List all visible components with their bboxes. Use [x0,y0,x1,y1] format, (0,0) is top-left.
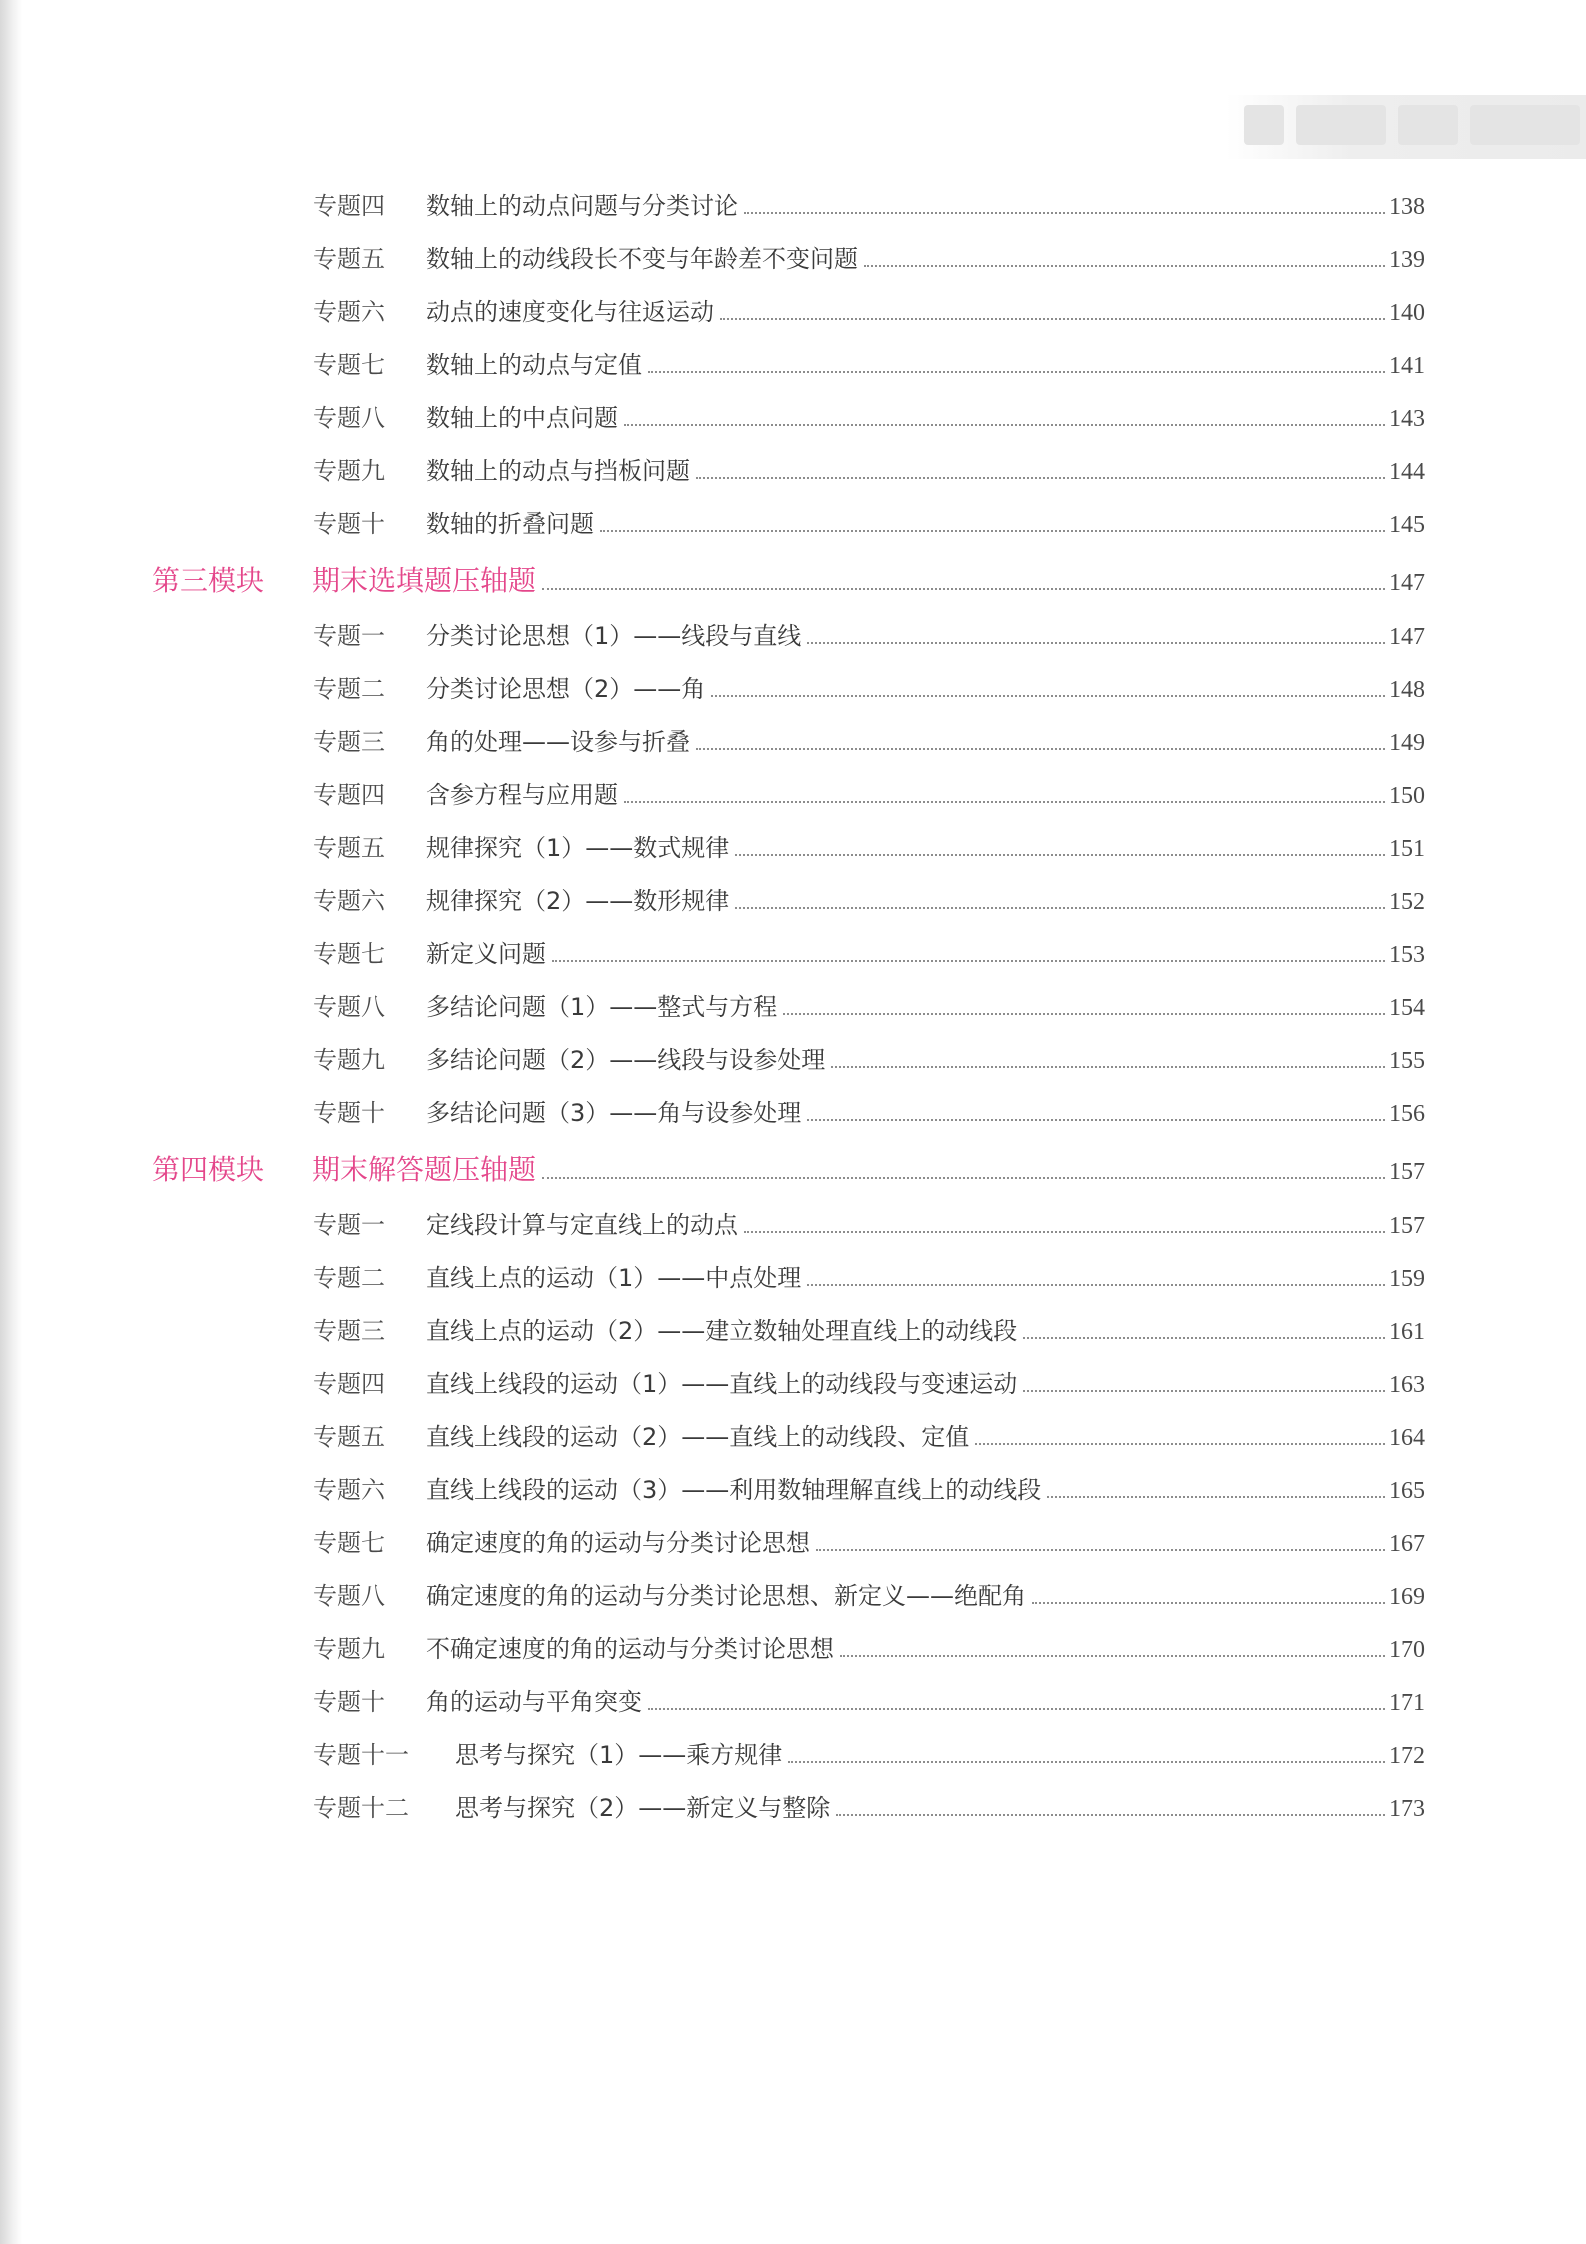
toc-entry[interactable] [313,1417,1425,1452]
toc-entry-label: 专题十一 [313,1741,409,1769]
toc-entry-page: 167 [1389,1531,1425,1557]
toc-entry-label: 专题一 [313,622,385,650]
module-label: 第四模块 [152,1153,265,1186]
toc-entry-title: 思考与探究（2）——新定义与整除 [455,1794,831,1822]
toc-entry-label: 专题十 [313,510,385,538]
toc-entry[interactable] [313,775,1425,810]
toc-entry-title: 多结论问题（3）——角与设参处理 [426,1099,802,1127]
toc-entry-page: 155 [1389,1048,1425,1074]
toc-entry[interactable] [313,1735,1425,1770]
toc-entry-title: 角的处理——设参与折叠 [426,728,690,756]
toc-entry-label: 专题九 [313,457,385,485]
toc-entry-label: 专题四 [313,1370,385,1398]
toc-entry-label: 专题八 [313,404,385,432]
dot-leader [1032,1601,1385,1604]
dot-leader [783,1012,1385,1015]
toc-entry[interactable] [313,1470,1425,1505]
dot-leader [624,800,1385,803]
toc-entry[interactable] [313,398,1425,433]
dot-leader [1047,1495,1385,1498]
toc-entry-page: 169 [1389,1584,1425,1610]
toc-entry[interactable] [313,1682,1425,1717]
toc-entry-page: 157 [1389,1213,1425,1239]
toc-entry-label: 专题七 [313,940,385,968]
toc-entry[interactable] [313,1364,1425,1399]
dot-leader [864,264,1385,267]
toc-entry-page: 154 [1389,995,1425,1021]
toc-entry-label: 专题九 [313,1046,385,1074]
toc-entry-label: 专题十二 [313,1794,409,1822]
module-page: 157 [1389,1159,1425,1185]
dot-leader [542,1176,1385,1179]
dot-leader [720,317,1385,320]
toc-entry-label: 专题七 [313,351,385,379]
toc-entry[interactable] [313,239,1425,274]
toc-entry-page: 153 [1389,942,1425,968]
toc-entry-label: 专题五 [313,245,385,273]
toc-entry-label: 专题三 [313,728,385,756]
toc-entry-title: 直线上点的运动（1）——中点处理 [426,1264,802,1292]
toc-entry[interactable] [313,1629,1425,1664]
toc-entry-label: 专题六 [313,887,385,915]
toc-entry[interactable] [313,1788,1425,1823]
toc-entry-page: 156 [1389,1101,1425,1127]
toc-entry-title: 分类讨论思想（1）——线段与直线 [426,622,802,650]
toc-entry[interactable] [313,616,1425,651]
toc-entry[interactable] [313,669,1425,704]
toc-entry-title: 确定速度的角的运动与分类讨论思想、新定义——绝配角 [426,1582,1026,1610]
toc-entry-title: 直线上线段的运动（1）——直线上的动线段与变速运动 [426,1370,1018,1398]
toc-entry[interactable] [313,828,1425,863]
toc-entry-label: 专题四 [313,192,385,220]
toc-entry-title: 确定速度的角的运动与分类讨论思想 [426,1529,810,1557]
dot-leader [807,641,1385,644]
toc-entry-label: 专题三 [313,1317,385,1345]
toc-entry[interactable] [313,451,1425,486]
toc-entry-title: 思考与探究（1）——乘方规律 [455,1741,783,1769]
toc-entry-title: 数轴上的动点与挡板问题 [426,457,690,485]
toc-entry-page: 145 [1389,512,1425,538]
toc-entry-page: 150 [1389,783,1425,809]
dot-leader [816,1548,1385,1551]
toc-entry-title: 数轴上的动线段长不变与年龄差不变问题 [426,245,858,273]
toc-entry-title: 动点的速度变化与往返运动 [426,298,714,326]
toc-entry-title: 数轴上的动点问题与分类讨论 [426,192,738,220]
dot-leader [696,747,1385,750]
toc-entry-title: 规律探究（1）——数式规律 [426,834,730,862]
toc-entry-page: 143 [1389,406,1425,432]
dot-leader [711,694,1385,697]
toc-entry-page: 161 [1389,1319,1425,1345]
toc-entry-page: 140 [1389,300,1425,326]
toc-entry-label: 专题十 [313,1688,385,1716]
toc-entry[interactable] [313,345,1425,380]
toc-entry-page: 149 [1389,730,1425,756]
toc-entry[interactable] [313,881,1425,916]
toc-entry[interactable] [313,1523,1425,1558]
toc-entry[interactable] [313,722,1425,757]
toc-entry-page: 170 [1389,1637,1425,1663]
toc-entry-label: 专题二 [313,675,385,703]
toc-entry-page: 141 [1389,353,1425,379]
toc-entry-page: 159 [1389,1266,1425,1292]
toc-entry-title: 规律探究（2）——数形规律 [426,887,730,915]
dot-leader [836,1813,1385,1816]
toc-entry-label: 专题十 [313,1099,385,1127]
toc-entry-title: 多结论问题（2）——线段与设参处理 [426,1046,826,1074]
toc-entry-page: 138 [1389,194,1425,220]
toc-entry-title: 分类讨论思想（2）——角 [426,675,706,703]
toc-entry-page: 147 [1389,624,1425,650]
dot-leader [696,476,1385,479]
dot-leader [975,1442,1385,1445]
dot-leader [648,1707,1385,1710]
toc-entry-page: 171 [1389,1690,1425,1716]
dot-leader [744,1230,1385,1233]
toc-entry-label: 专题六 [313,1476,385,1504]
toc-entry[interactable] [313,1576,1425,1611]
dot-leader [840,1654,1385,1657]
dot-leader [624,423,1385,426]
toc-entry-title: 直线上线段的运动（3）——利用数轴理解直线上的动线段 [426,1476,1042,1504]
toc-entry-label: 专题七 [313,1529,385,1557]
toc-entry[interactable] [313,504,1425,539]
toc-entry-page: 163 [1389,1372,1425,1398]
toc-entry[interactable] [313,1040,1425,1075]
toc-entry-label: 专题五 [313,1423,385,1451]
toc-module-heading[interactable] [152,1148,1425,1188]
dot-leader [807,1118,1385,1121]
toc-entry-title: 数轴上的中点问题 [426,404,618,432]
dot-leader [600,529,1385,532]
dot-leader [1023,1336,1385,1339]
toc-entry-title: 定线段计算与定直线上的动点 [426,1211,738,1239]
toc-entry[interactable] [313,1311,1425,1346]
toc-entry[interactable] [313,292,1425,327]
toc-entry[interactable] [313,1258,1425,1293]
toc-entry-page: 164 [1389,1425,1425,1451]
dot-leader [552,959,1385,962]
toc-entry-label: 专题五 [313,834,385,862]
toc-entry-title: 不确定速度的角的运动与分类讨论思想 [426,1635,834,1663]
toc-entry[interactable] [313,987,1425,1022]
toc-entry-label: 专题一 [313,1211,385,1239]
toc-entry[interactable] [313,1205,1425,1240]
module-label: 第三模块 [152,564,265,597]
dot-leader [542,587,1385,590]
toc-entry-label: 专题八 [313,1582,385,1610]
toc-entry-page: 152 [1389,889,1425,915]
dot-leader [807,1283,1385,1286]
dot-leader [735,906,1385,909]
toc-module-heading[interactable] [152,559,1425,599]
toc-entry-title: 直线上点的运动（2）——建立数轴处理直线上的动线段 [426,1317,1018,1345]
module-title: 期末解答题压轴题 [312,1153,537,1186]
toc-entry-page: 165 [1389,1478,1425,1504]
module-page: 147 [1389,570,1425,596]
toc-entry[interactable] [313,186,1425,221]
module-title: 期末选填题压轴题 [312,564,537,597]
toc-entry-label: 专题四 [313,781,385,809]
dot-leader [1023,1389,1385,1392]
dot-leader [831,1065,1385,1068]
toc-entry-title: 多结论问题（1）——整式与方程 [426,993,778,1021]
toc-entry-title: 角的运动与平角突变 [426,1688,642,1716]
toc-entry-page: 144 [1389,459,1425,485]
toc-entry-title: 新定义问题 [426,940,546,968]
toc-entry-title: 数轴上的动点与定值 [426,351,642,379]
toc-entry[interactable] [313,1093,1425,1128]
toc-entry[interactable] [313,934,1425,969]
toc-entry-title: 数轴的折叠问题 [426,510,594,538]
toc-entry-page: 151 [1389,836,1425,862]
toc-entry-title: 含参方程与应用题 [426,781,618,809]
dot-leader [735,853,1385,856]
toc-entry-label: 专题九 [313,1635,385,1663]
toc-entry-label: 专题二 [313,1264,385,1292]
toc-entry-label: 专题六 [313,298,385,326]
dot-leader [648,370,1385,373]
toc-entry-page: 172 [1389,1743,1425,1769]
toc-entry-label: 专题八 [313,993,385,1021]
toc-entry-page: 173 [1389,1796,1425,1822]
dot-leader [744,211,1385,214]
dot-leader [788,1760,1385,1763]
toc-entry-title: 直线上线段的运动（2）——直线上的动线段、定值 [426,1423,970,1451]
toc-entry-page: 139 [1389,247,1425,273]
toc-entry-page: 148 [1389,677,1425,703]
